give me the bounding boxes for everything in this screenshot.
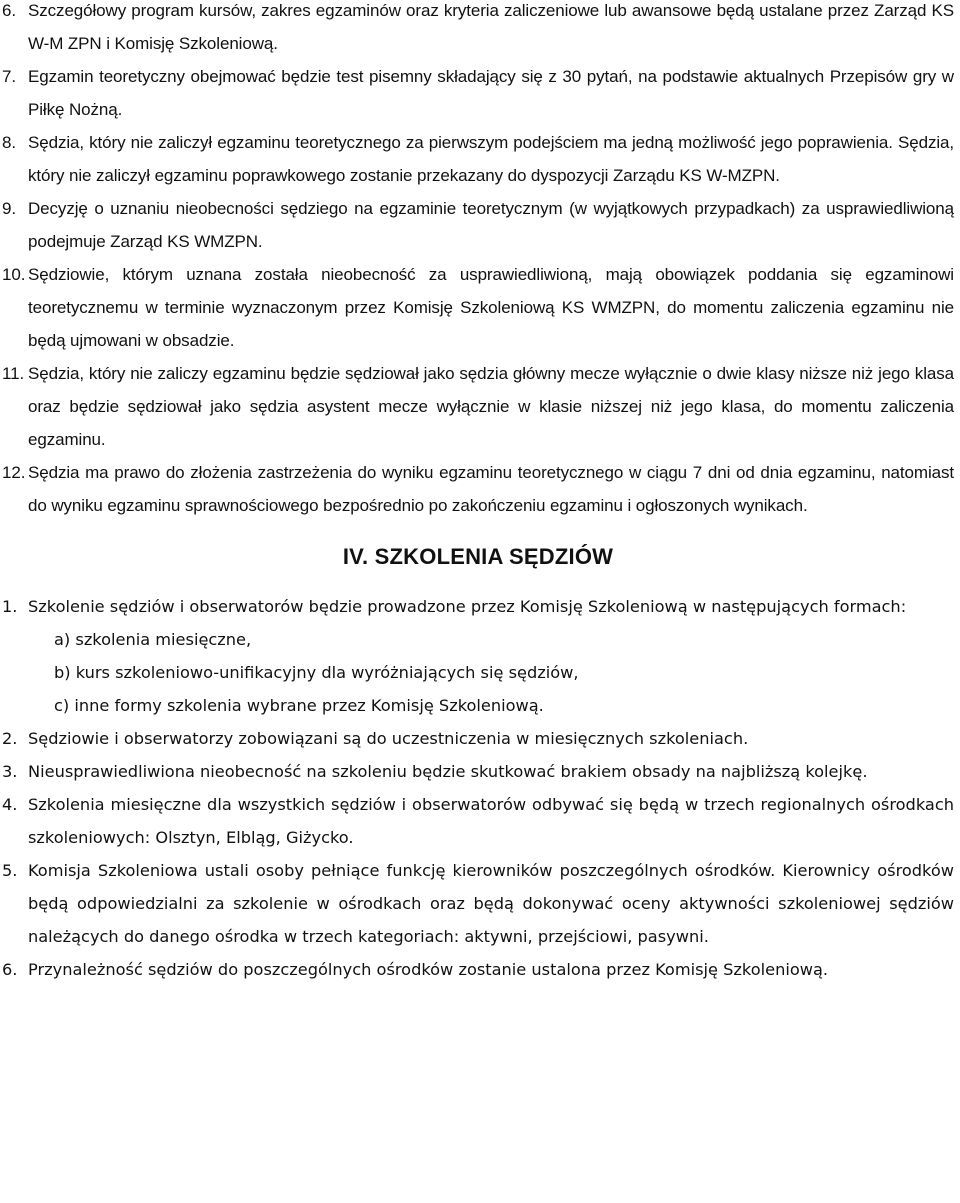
item-number: 10. — [2, 265, 26, 284]
list-item — [2, 192, 954, 258]
item-text: Szkolenie sędziów i obserwatorów będzie prowadzone przez Komisję Szkoleniową w następujących formach: — [28, 597, 907, 616]
sublist-item: c) inne formy szkolenia wybrane przez Komisję Szkoleniową. — [54, 696, 544, 715]
list-item — [2, 953, 954, 986]
item-text: Przynależność sędziów do poszczególnych ośrodków zostanie ustalona przez Komisję Szkoleniową. — [28, 960, 829, 979]
item-number: 12. — [2, 463, 26, 482]
item-text: Sędziowie, którym uznana została nieobecność za usprawiedliwioną, mają obowiązek poddania się egzaminowi teoretycznemu w terminie wyznaczonym przez Komisję Szkoleniową KS WMZPN, do momentu zaliczenia egzaminu nie będą ujmowani w obsadzie. — [28, 265, 954, 350]
item-text: Egzamin teoretyczny obejmować będzie test pisemny składający się z 30 pytań, na podstawie aktualnych Przepisów gry w Piłkę Nożną. — [28, 67, 954, 119]
item-text: Komisja Szkoleniowa ustali osoby pełniące funkcję kierowników poszczególnych ośrodków. Kierownicy ośrodków będą odpowiedzialni za szkolenie w ośrodkach oraz będą dokonywać oceny aktywności szkoleniowej sędziów należących do danego ośrodka w trzech kategoriach: aktywni, przejściowi, pasywni. — [28, 861, 954, 946]
item-number: 5. — [2, 861, 18, 880]
item-number: 2. — [2, 729, 18, 748]
list-item — [2, 126, 954, 192]
list-item — [2, 357, 954, 456]
sublist-item: a) szkolenia miesięczne, — [54, 630, 252, 649]
item-text: Szczegółowy program kursów, zakres egzaminów oraz kryteria zaliczeniowe lub awansowe będą ustalane przez Zarząd KS W-M ZPN i Komisję Szkoleniową. — [28, 1, 954, 53]
list-item — [2, 456, 954, 522]
item-text: Sędzia, który nie zaliczy egzaminu będzie sędziował jako sędzia główny mecze wyłącznie o dwie klasy niższe niż jego klasa oraz będzie sędziował jako sędzia asystent mecze wyłącznie w klasie niższej niż jego klasa, do momentu zaliczenia egzaminu. — [28, 364, 954, 449]
item-number: 7. — [2, 67, 16, 86]
list-item — [2, 854, 954, 953]
item-number: 3. — [2, 762, 18, 781]
item-text: Sędziowie i obserwatorzy zobowiązani są do uczestniczenia w miesięcznych szkoleniach. — [28, 729, 749, 748]
item-text: Sędzia ma prawo do złożenia zastrzeżenia do wyniku egzaminu teoretycznego w ciągu 7 dni od dnia egzaminu, natomiast do wyniku egzaminu sprawnościowego bezpośrednio po zakończeniu egzaminu i ogłoszonych wynikach. — [28, 463, 954, 515]
list-item — [2, 60, 954, 126]
item-number: 4. — [2, 795, 18, 814]
training-forms-sublist — [28, 623, 954, 722]
item-text: Sędzia, który nie zaliczył egzaminu teoretycznego za pierwszym podejściem ma jedną możliwość jego poprawienia. Sędzia, który nie zaliczył egzaminu poprawkowego zostanie przekazany do dyspozycji Zarządu KS W-MZPN. — [28, 133, 954, 185]
section-heading: IV. SZKOLENIA SĘDZIÓW — [342, 544, 614, 569]
list-item — [2, 0, 954, 60]
item-number: 9. — [2, 199, 16, 218]
item-number: 11. — [2, 364, 25, 383]
item-text: Nieusprawiedliwiona nieobecność na szkoleniu będzie skutkować brakiem obsady na najbliższą kolejkę. — [28, 762, 868, 781]
list-item — [2, 258, 954, 357]
item-number: 6. — [2, 960, 18, 979]
list-item — [2, 722, 954, 755]
list-item — [2, 788, 954, 854]
regulations-list-top — [2, 0, 954, 522]
item-number: 8. — [2, 133, 16, 152]
training-list — [2, 590, 954, 986]
list-item — [2, 755, 954, 788]
sublist-item: b) kurs szkoleniowo-unifikacyjny dla wyróżniających się sędziów, — [54, 663, 579, 682]
list-item — [2, 590, 954, 722]
item-text: Decyzję o uznaniu nieobecności sędziego na egzaminie teoretycznym (w wyjątkowych przypadkach) za usprawiedliwioną podejmuje Zarząd KS WMZPN. — [28, 199, 954, 251]
item-number: 1. — [2, 597, 18, 616]
item-text: Szkolenia miesięczne dla wszystkich sędziów i obserwatorów odbywać się będą w trzech regionalnych ośrodkach szkoleniowych: Olsztyn, Elbląg, Giżycko. — [28, 795, 954, 847]
item-number: 6. — [2, 1, 16, 20]
